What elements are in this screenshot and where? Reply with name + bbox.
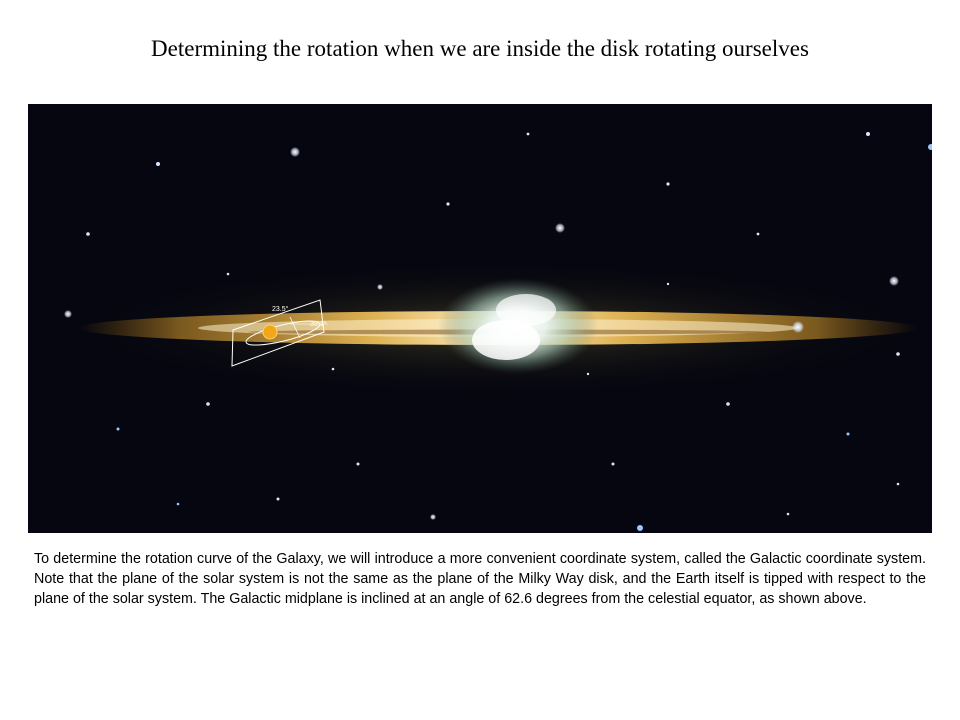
earth-tilt-label: 23.5°	[272, 306, 289, 313]
plane-tilt-label: 39.1°	[310, 321, 327, 328]
milky-way-edge-on-image	[28, 104, 932, 533]
sun-icon	[263, 325, 277, 339]
galaxy-illustration	[28, 104, 932, 533]
bulge-upper-lobe	[496, 294, 556, 326]
caption-paragraph: To determine the rotation curve of the Galaxy, we will introduce a more convenient coordinate system, called the Galactic coordinate system. Note that the plane of the solar system is not the same as the plane of the Milky Way disk, and the Earth itself is tipped with respect to the plane of the solar system. The Galactic midplane is inclined at an angle of 62.6 degrees from the celestial equator, as shown above.	[34, 551, 926, 607]
slide-title: Determining the rotation when we are inside the disk rotating ourselves	[151, 36, 809, 61]
bulge-lower-lobe	[472, 320, 540, 360]
